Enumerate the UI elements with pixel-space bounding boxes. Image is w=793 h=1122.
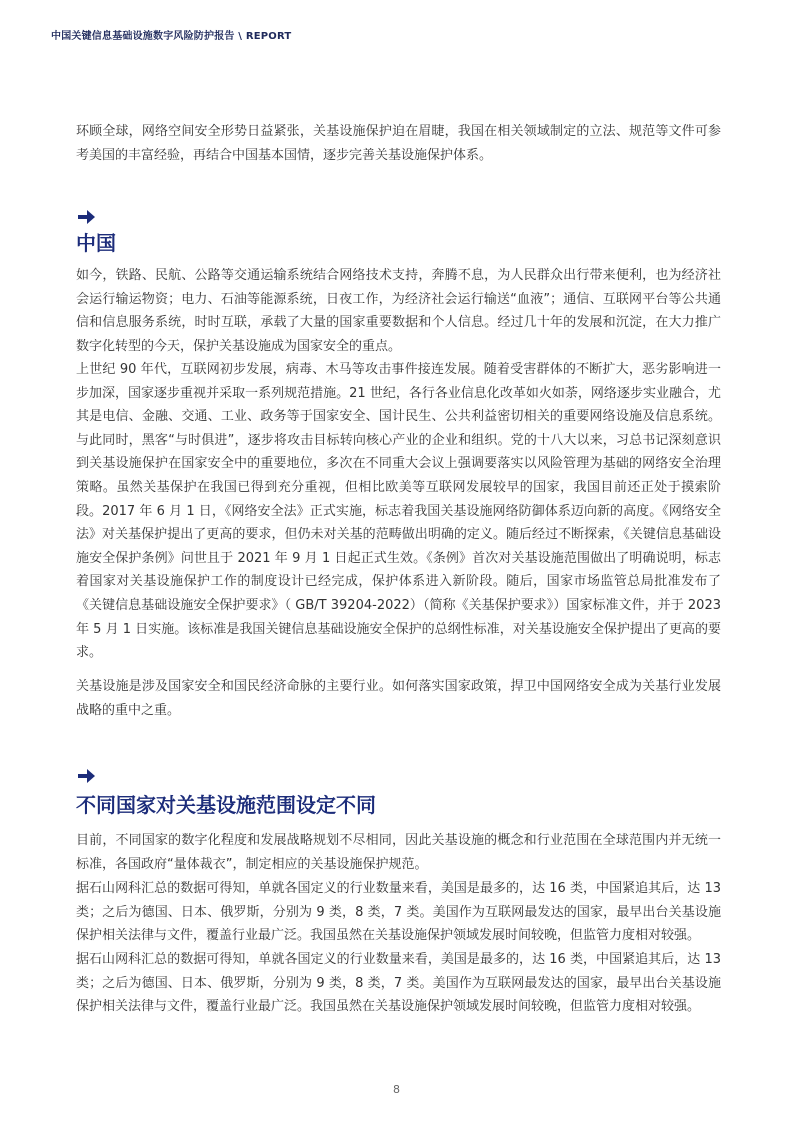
china-paragraph-1: 如今，铁路、民航、公路等交通运输系统结合网络技术支持，奔腾不息，为人民群众出行带来便利，也为经济社会运行输运物资；电力、石油等能源系统，日夜工作，为经济社会运行输送“血液”；通信、互联网平台等公共通信和信息服务系统，时时互联，承载了大量的国家重要数据和个人信息。经过几十年的发展和沉淀，在大力推广数字化转型的今天，保护关基设施成为国家安全的重点。 xyxy=(76,268,721,354)
scope-paragraph-1: 目前，不同国家的数字化程度和发展战略规划不尽相同，因此关基设施的概念和行业范围在全球范围内并无统一标准，各国政府“量体裁衣”，制定相应的关基设施保护规范。 xyxy=(76,833,721,872)
china-paragraph-3: 关基设施是涉及国家安全和国民经济命脉的主要行业。如何落实国家政策，捍卫中国网络安全成为关基行业发展战略的重中之重。 xyxy=(76,679,721,718)
intro-paragraph: 环顾全球，网络空间安全形势日益紧张，关基设施保护迫在眉睫，我国在相关领域制定的立法、规范等文件可参考美国的丰富经验，再结合中国基本国情，逐步完善关基设施保护体系。 xyxy=(76,124,721,163)
arrow-right-icon xyxy=(76,208,96,226)
page-number: 8 xyxy=(393,1083,400,1096)
scope-paragraph-3: 据石山网科汇总的数据可得知，单就各国定义的行业数量来看，美国是最多的，达 16 类，中国紧追其后，达 13 类；之后为德国、日本、俄罗斯，分别为 9 类，8 类，7 类。美国作为互联网最发达的国家，最早出台关基设施保护相关法律与文件，覆盖行业最广泛。我国虽然在关基设施保护领域发展时间较晚，但监管力度相对较强。 xyxy=(76,952,721,1015)
section-title-china: 中国 xyxy=(76,231,116,255)
scope-paragraph-2: 据石山网科汇总的数据可得知，单就各国定义的行业数量来看，美国是最多的，达 16 类，中国紧追其后，达 13 类；之后为德国、日本、俄罗斯，分别为 9 类，8 类，7 类。美国作为互联网最发达的国家，最早出台关基设施保护相关法律与文件，覆盖行业最广泛。我国虽然在关基设施保护领域发展时间较晚，但监管力度相对较强。 xyxy=(76,881,721,944)
section-title-scope: 不同国家对关基设施范围设定不同 xyxy=(76,793,376,817)
arrow-right-icon xyxy=(76,767,96,785)
running-header: 中国关键信息基础设施数字风险防护报告 \ REPORT xyxy=(51,31,292,42)
china-paragraph-2: 上世纪 90 年代，互联网初步发展，病毒、木马等攻击事件接连发展。随着受害群体的不断扩大，恶劣影响进一步加深，国家逐步重视并采取一系列规范措施。21 世纪，各行各业信息化改革如火如荼，网络逐步实业融合，尤其是电信、金融、交通、工业、政务等于国家安全、国计民生、公共利益密切相关的重要网络设施及信息系统。与此同时，黑客“与时俱进”，逐步将攻击目标转向核心产业的企业和组织。党的十八大以来，习总书记深刻意识到关基设施保护在国家安全中的重要地位，多次在不同重大会议上强调要落实以风险管理为基础的网络安全治理策略。虽然关基保护在我国已得到充分重视，但相比欧美等互联网发展较早的国家，我国目前还正处于摸索阶段。2017 年 6 月 1 日，《网络安全法》正式实施，标志着我国关基设施网络防御体系迈向新的高度。《网络安全法》对关基保护提出了更高的要求，但仍未对关基的范畴做出明确的定义。随后经过不断探索，《关键信息基础设施安全保护条例》问世且于 2021 年 9 月 1 日起正式生效。《条例》首次对关基设施范围做出了明确说明，标志着国家对关基设施保护工作的制度设计已经完成，保护体系进入新阶段。随后，国家市场监管总局批准发布了《关键信息基础设施安全保护要求》（ GB/T 39204-2022）（简称《关基保护要求》）国家标准文件，并于 2023 年 5 月 1 日实施。该标准是我国关键信息基础设施安全保护的总纲性标准，对关基设施安全保护提出了更高的要求。 xyxy=(76,362,721,661)
